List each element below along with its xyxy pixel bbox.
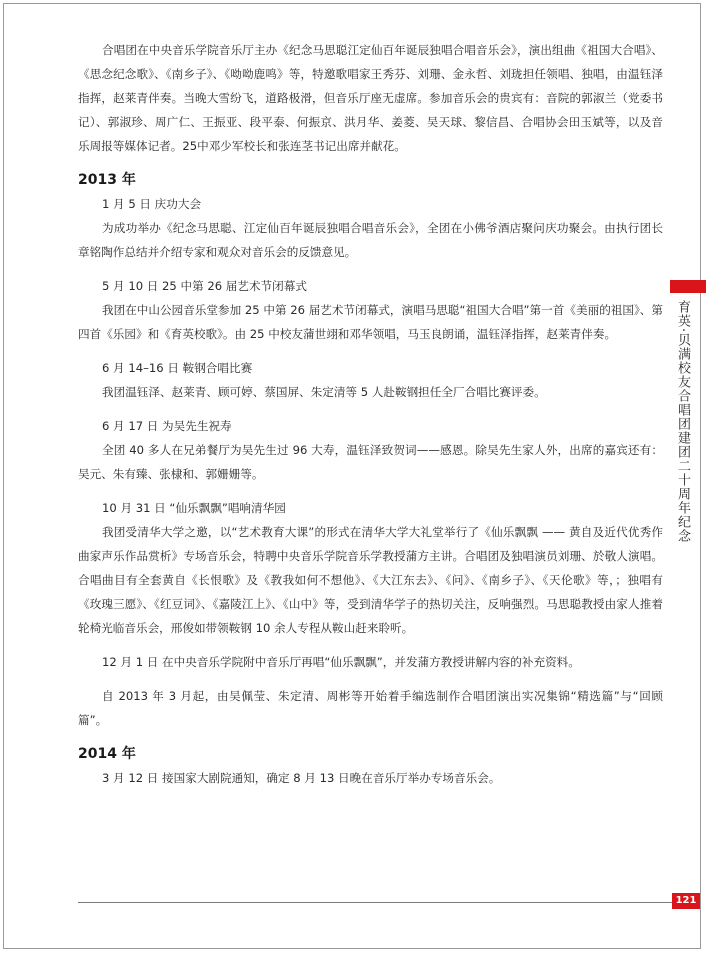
year-heading-2014: 2014 年 [78, 746, 136, 762]
page-content [78, 38, 663, 790]
sidebar-accent-bar [670, 280, 706, 293]
event-body-march: 自 2013 年 3 月起，由吴佩莹、朱定清、周彬等开始着手编选制作合唱团演出实况集锦“精选篇”与“回顾篇”。 [78, 689, 663, 727]
footer-rule [78, 902, 672, 903]
event-body-mar12: 3 月 12 日 接国家大剧院通知，确定 8 月 13 日晚在音乐厅举办专场音乐会。 [102, 771, 501, 785]
event-body-oct31: 我团受清华大学之邀，以“艺术教育大课”的形式在清华大学大礼堂举行了《仙乐飘飘 —— 黄自及近代优秀作曲家声乐作品赏析》专场音乐会，特聘中央音乐学院音乐学教授蒲方主讲。合唱团及独唱演员刘珊、於敬人演唱。合唱曲目有全套黄自《长恨歌》及《教我如何不想他》、《大江东去》、《问》、《南乡子》、《天伦歌》等，；独唱有《玫瑰三愿》、《红豆词》、《嘉陵江上》、《山中》等，受到清华学子的热切关注，反响强烈。马思聪教授由家人推着轮椅光临音乐会，邢俊如带领鞍钢 10 余人专程从鞍山赶来聆听。 [78, 525, 663, 635]
page-number-badge: 121 [672, 893, 700, 909]
event-title-jan5: 1 月 5 日 庆功大会 [102, 197, 202, 211]
event-body-dec1: 12 月 1 日 在中央音乐学院附中音乐厅再唱“仙乐飘飘”，并发蒲方教授讲解内容的补充资料。 [102, 655, 580, 669]
event-title-may10: 5 月 10 日 25 中第 26 届艺术节闭幕式 [102, 279, 307, 293]
event-body-jan5: 为成功举办《纪念马思聪、江定仙百年诞辰独唱合唱音乐会》，全团在小佛爷酒店聚问庆功聚会。由执行团长章铭陶作总结并介绍专家和观众对音乐会的反馈意见。 [78, 221, 663, 259]
event-body-jun17: 全团 40 多人在兄弟餐厅为吴先生过 96 大寿，温钰泽致贺词——感恩。除吴先生家人外，出席的嘉宾还有：吴元、朱有臻、张棣和、郭姗姗等。 [78, 443, 663, 481]
event-body-jun14: 我团温钰泽、赵莱青、顾可婷、蔡国屏、朱定清等 5 人赴鞍钢担任全厂合唱比赛评委。 [102, 385, 546, 399]
event-title-jun14: 6 月 14–16 日 鞍钢合唱比赛 [102, 361, 253, 375]
event-body-may10: 我团在中山公园音乐堂参加 25 中第 26 届艺术节闭幕式，演唱马思聪“祖国大合唱”第一首《美丽的祖国》、第四首《乐园》和《育英校歌》。由 25 中校友蒲世翊和邓华领唱，马玉良朗诵，温钰泽指挥，赵莱青伴奏。 [78, 303, 663, 341]
year-heading-2013: 2013 年 [78, 172, 136, 188]
sidebar-vertical-title: 育英·贝满校友合唱团建团二十周年纪念 [675, 300, 690, 544]
event-title-jun17: 6 月 17 日 为吴先生祝寿 [102, 419, 232, 433]
intro-paragraph: 合唱团在中央音乐学院音乐厅主办《纪念马思聪江定仙百年诞辰独唱合唱音乐会》，演出组曲《祖国大合唱》、《思念纪念歌》、《南乡子》、《呦呦鹿鸣》等，特邀歌唱家王秀芬、刘珊、金永哲、刘珑担任领唱、独唱，由温钰泽指挥，赵莱青伴奏。当晚大雪纷飞，道路极滑，但音乐厅座无虚席。参加音乐会的贵宾有：音院的郭淑兰（党委书记）、郭淑珍、周广仁、王振亚、段平泰、何振京、洪月华、姜菱、吴天球、黎信昌、合唱协会田玉斌等，以及音乐周报等媒体记者。25中邓少军校长和张连茎书记出席并献花。 [78, 43, 663, 153]
event-title-oct31: 10 月 31 日 “仙乐飘飘”唱响清华园 [102, 501, 286, 515]
